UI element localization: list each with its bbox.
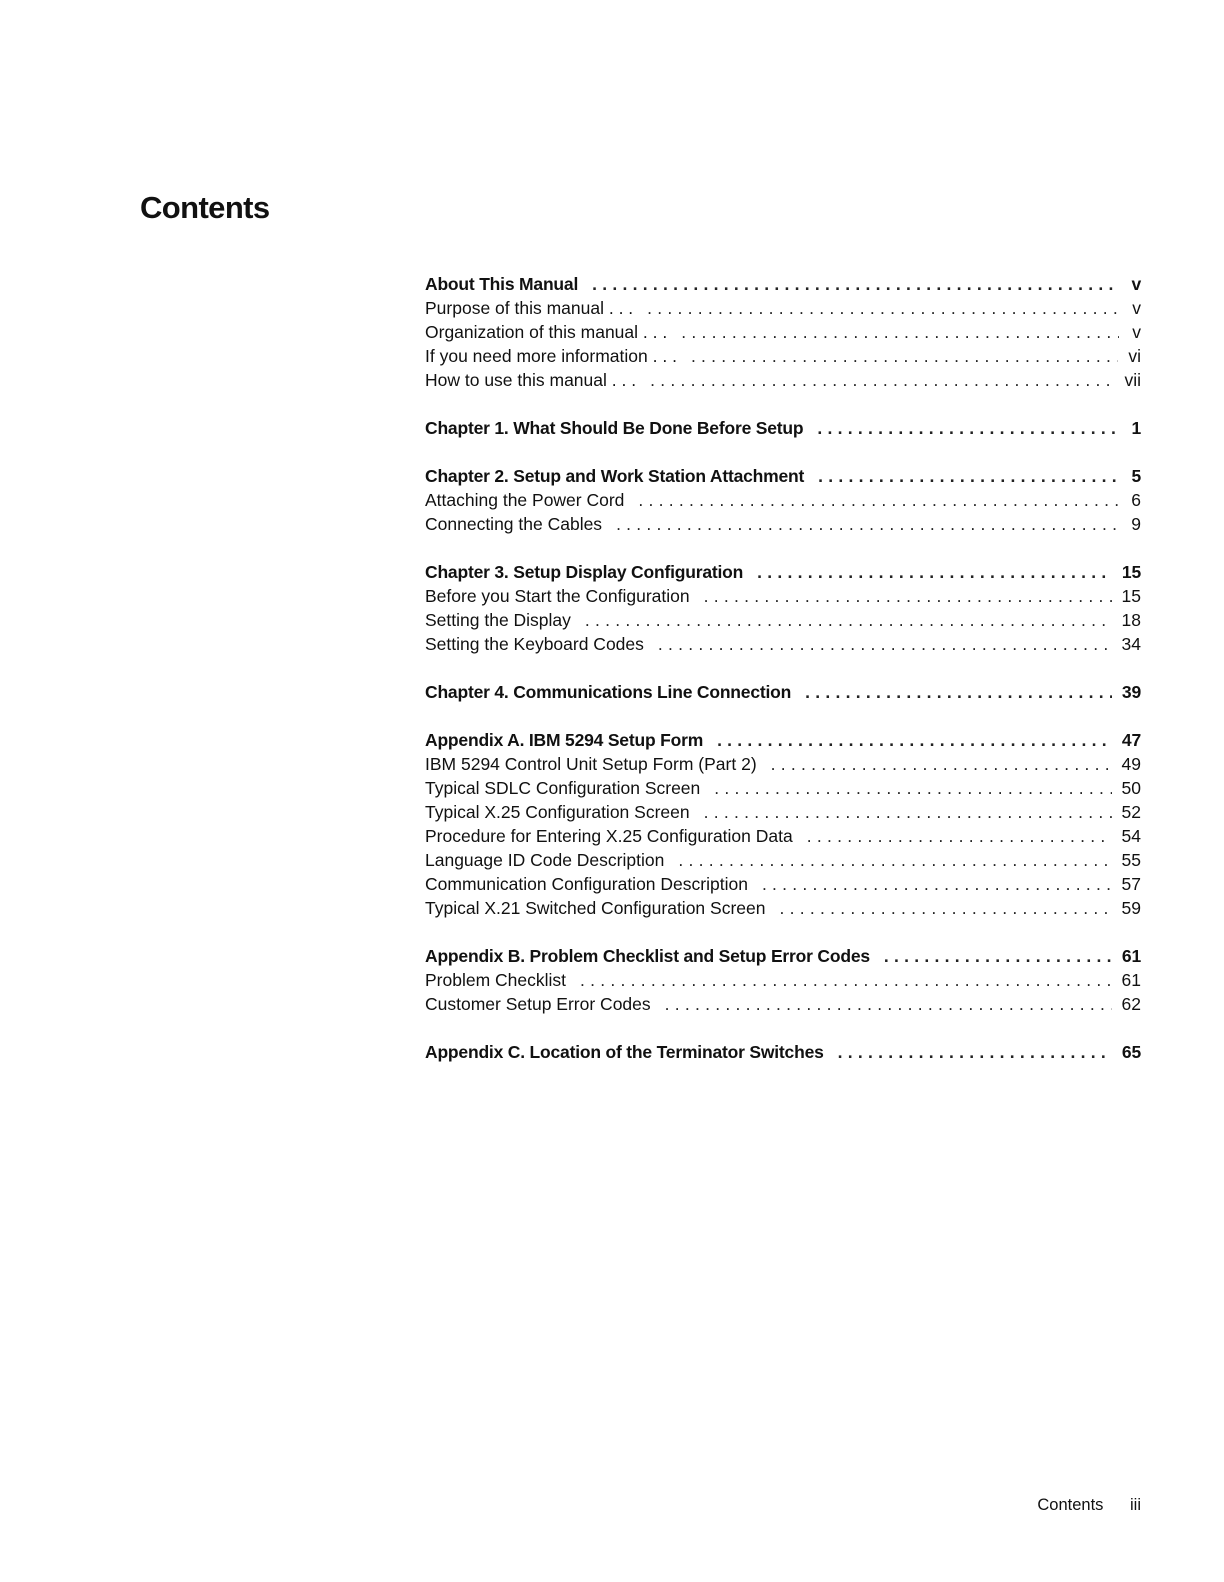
toc-entry-page-number: v [1132,322,1141,342]
toc-dot-leader [771,752,1112,776]
toc-dot-leader [585,608,1112,632]
toc-dot-leader [678,848,1111,872]
toc-entry-page-number: 52 [1121,802,1141,822]
toc-entry [425,608,1141,632]
toc-dot-leader [714,776,1111,800]
toc-entry-title: IBM 5294 Control Unit Setup Form (Part 2) [425,754,757,774]
toc-dot-leader [817,416,1119,440]
toc-entry-title: Problem Checklist [425,970,567,990]
footer-label: Contents [1037,1496,1104,1514]
toc-group [425,944,1141,1016]
toc-entry-page-number: 18 [1121,610,1141,630]
toc-entry-title: Before you Start the Configuration [425,586,690,606]
toc-heading-entry [425,560,1141,584]
toc-entry [425,824,1141,848]
toc-dot-leader [658,632,1112,656]
toc-entry-page-number: 39 [1121,682,1141,702]
toc-group [425,728,1141,920]
toc-entry-title: Appendix C. Location of the Terminator Switches [425,1042,824,1062]
toc-dot-leader [650,368,1114,392]
toc-entry-page-number: 54 [1121,826,1141,846]
toc-entry-page-number: v [1132,298,1141,318]
toc-entry-title: Setting the Display [425,610,571,630]
toc-group [425,416,1141,440]
toc-entry [425,584,1141,608]
toc-entry-page-number: 50 [1121,778,1141,798]
toc-dot-leader [807,824,1112,848]
toc-entry-page-number: v [1131,274,1141,294]
toc-entry-page-number: 65 [1121,1042,1141,1062]
toc-entry-title: Setting the Keyboard Codes [425,634,644,654]
toc-entry [425,632,1141,656]
toc-entry-title: Appendix B. Problem Checklist and Setup Error Codes [425,946,870,966]
toc-entry-page-number: 6 [1131,490,1141,510]
toc-entry [425,776,1141,800]
toc-entry [425,512,1141,536]
toc-entry-title: Typical X.21 Switched Configuration Screen [425,898,766,918]
toc-entry-page-number: 59 [1121,898,1141,918]
toc-entry-page-number: 9 [1131,514,1141,534]
toc-entry-page-number: 1 [1131,418,1141,438]
toc-entry-page-number: 57 [1121,874,1141,894]
toc-entry [425,488,1141,512]
toc-entry-page-number: 5 [1131,466,1141,486]
toc-entry-title: How to use this manual . . . [425,370,637,390]
toc-entry-title: Purpose of this manual . . . [425,298,634,318]
toc-entry-page-number: 15 [1121,562,1141,582]
table-of-contents [425,272,1141,1088]
toc-dot-leader [717,728,1112,752]
toc-group [425,464,1141,536]
toc-entry-title: If you need more information . . . [425,346,677,366]
toc-group [425,680,1141,704]
toc-dot-leader [580,968,1112,992]
page-title: Contents [140,190,270,225]
toc-dot-leader [638,488,1119,512]
toc-dot-leader [647,296,1119,320]
toc-entry [425,992,1141,1016]
toc-entry-title: Language ID Code Description [425,850,665,870]
toc-entry-page-number: 61 [1121,946,1141,966]
toc-group [425,560,1141,656]
toc-dot-leader [665,992,1112,1016]
toc-dot-leader [818,464,1119,488]
toc-entry-title: Customer Setup Error Codes [425,994,651,1014]
toc-entry-page-number: vi [1128,346,1141,366]
page-footer [1037,1494,1141,1516]
toc-entry-page-number: 47 [1121,730,1141,750]
toc-entry-title: Attaching the Power Cord [425,490,625,510]
toc-heading-entry [425,464,1141,488]
toc-dot-leader [592,272,1119,296]
toc-entry-title: Typical X.25 Configuration Screen [425,802,690,822]
toc-entry-title: Procedure for Entering X.25 Configuration Data [425,826,793,846]
toc-dot-leader [681,320,1119,344]
toc-group [425,1040,1141,1064]
toc-entry-page-number: 61 [1121,970,1141,990]
toc-entry [425,752,1141,776]
toc-entry [425,344,1141,368]
toc-entry-page-number: vii [1124,370,1141,390]
toc-entry [425,368,1141,392]
toc-entry-page-number: 15 [1121,586,1141,606]
toc-entry-title: Typical SDLC Configuration Screen [425,778,701,798]
toc-dot-leader [616,512,1119,536]
toc-entry-page-number: 49 [1121,754,1141,774]
toc-entry-title: About This Manual [425,274,579,294]
toc-entry-title: Connecting the Cables [425,514,603,534]
toc-dot-leader [704,800,1112,824]
toc-entry [425,320,1141,344]
toc-entry [425,800,1141,824]
toc-dot-leader [838,1040,1112,1064]
toc-entry [425,848,1141,872]
toc-entry-page-number: 55 [1121,850,1141,870]
toc-entry-page-number: 62 [1121,994,1141,1014]
toc-dot-leader [779,896,1111,920]
toc-entry [425,968,1141,992]
toc-entry-title: Chapter 1. What Should Be Done Before Setup [425,418,804,438]
toc-entry-title: Chapter 3. Setup Display Configuration [425,562,744,582]
toc-heading-entry [425,944,1141,968]
toc-entry-title: Appendix A. IBM 5294 Setup Form [425,730,704,750]
toc-entry [425,296,1141,320]
toc-entry [425,896,1141,920]
toc-entry-title: Organization of this manual . . . [425,322,668,342]
footer-page-number: iii [1130,1496,1141,1514]
toc-entry-title: Communication Configuration Description [425,874,748,894]
toc-heading-entry [425,416,1141,440]
toc-heading-entry [425,728,1141,752]
toc-heading-entry [425,272,1141,296]
toc-heading-entry [425,680,1141,704]
toc-entry [425,872,1141,896]
toc-entry-page-number: 34 [1121,634,1141,654]
toc-dot-leader [805,680,1112,704]
toc-heading-entry [425,1040,1141,1064]
toc-dot-leader [691,344,1118,368]
toc-entry-title: Chapter 4. Communications Line Connection [425,682,792,702]
toc-dot-leader [884,944,1112,968]
toc-dot-leader [762,872,1112,896]
toc-dot-leader [757,560,1112,584]
toc-entry-title: Chapter 2. Setup and Work Station Attachment [425,466,805,486]
toc-dot-leader [704,584,1112,608]
toc-group [425,272,1141,392]
